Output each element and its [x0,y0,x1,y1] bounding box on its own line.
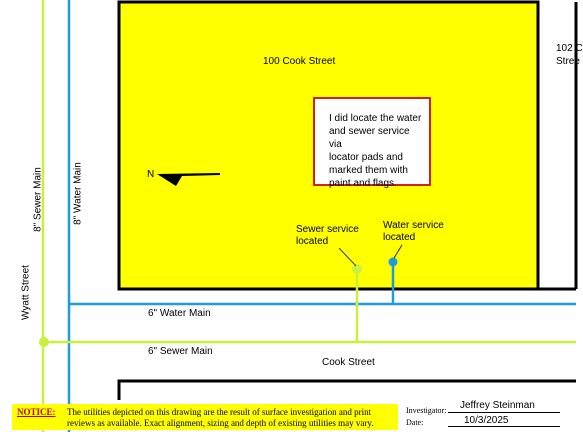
notice-line1: The utilities depicted on this drawing are the result of surface investigation and print [67,407,372,417]
north-arrow-label: N [147,169,155,180]
notice-box [12,404,398,430]
notice-heading: NOTICE: [17,407,56,417]
neighbor-lot-address-line2: Stree [556,56,580,67]
cook-street-curb [119,381,576,400]
investigator-rule [448,412,560,413]
sewer-service-marker [352,264,362,274]
sewer-service-label [296,224,359,248]
water-service-label [383,220,444,244]
sewer-service-label-line2: located [296,236,329,247]
water-service-marker [389,258,398,267]
date-label: Date: [406,418,424,427]
callout-line: I did locate the water [329,113,422,124]
water-service-label-line1: Water service [383,220,444,231]
wyatt-street-label: Wyatt Street [20,265,32,320]
callout-line: paint and flags. [329,178,397,189]
investigator-name: Jeffrey Steinman [460,400,535,411]
sewer-main-horizontal-label: 6" Sewer Main [148,346,213,357]
date-value: 10/3/2025 [464,415,509,426]
sewer-main-vertical-label: 8" Sewer Main [32,167,44,232]
callout-line: marked them with [329,165,408,176]
notice-line2: reviews as available. Exact alignment, sizing and depth of existing utilities may vary. [67,418,374,428]
callout-line: locator pads and [329,152,403,163]
water-service-label-line2: located [383,232,416,243]
sewer-junction-marker [39,337,49,347]
locate-note-callout [313,97,431,189]
sewer-service-label-line1: Sewer service [296,224,359,235]
cook-street-label: Cook Street [322,357,375,368]
water-main-horizontal-label: 6" Water Main [148,308,211,319]
water-main-vertical-label: 8" Water Main [72,162,84,225]
callout-line: and sewer service via [329,126,410,150]
neighbor-lot-address-line1: 102 C [556,43,583,54]
investigator-label: Investigator: [406,406,447,415]
date-rule [448,426,560,427]
lot-address-label: 100 Cook Street [263,56,336,67]
